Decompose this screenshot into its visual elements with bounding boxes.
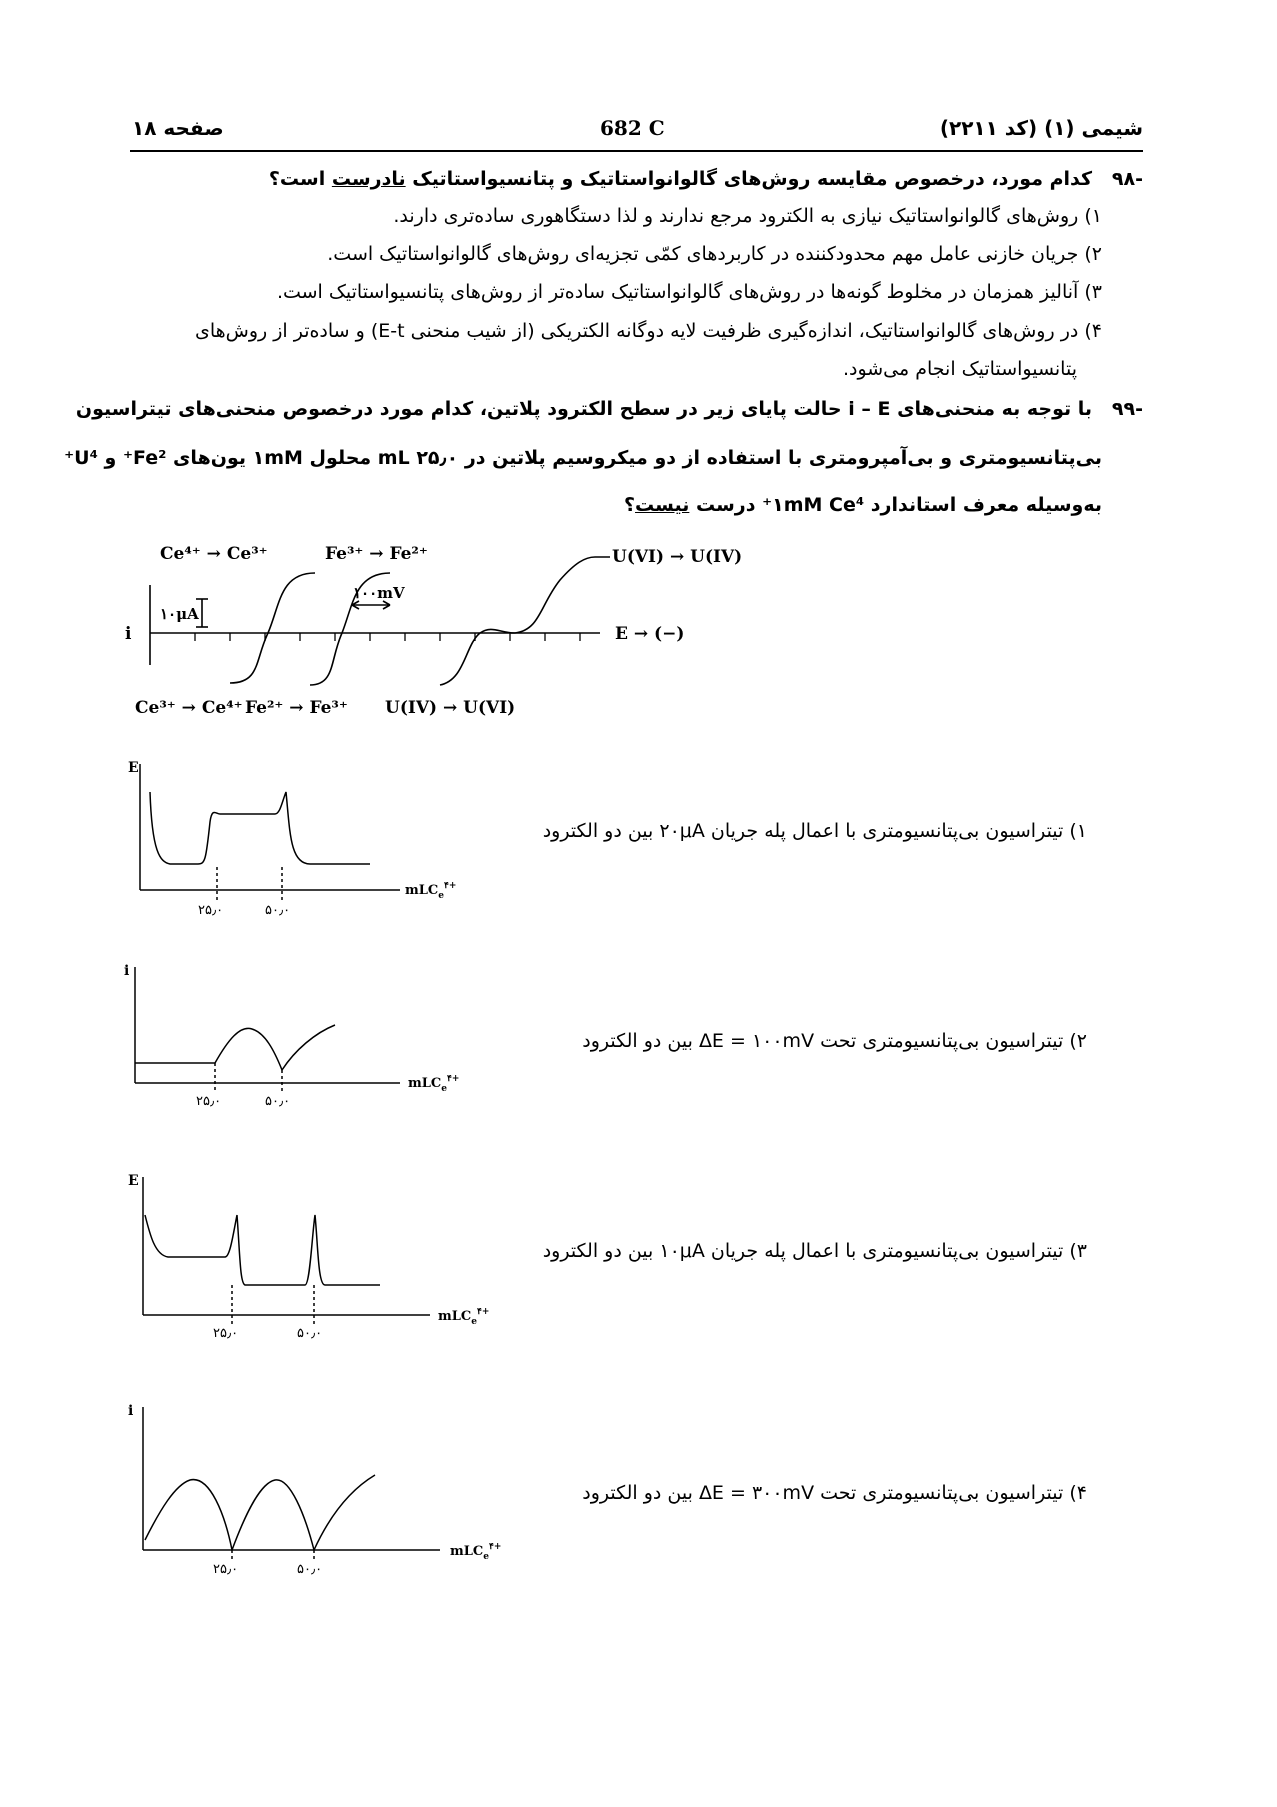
option-4-tick-1: ۲۵٫۰ [213, 1562, 239, 1577]
q99-stem-line3 [624, 494, 1102, 516]
q99-option-1[interactable]: ۱) تیتراسیون بی‌پتانسیومتری با اعمال پله جریان ۲۰μA بین دو الکترود [542, 820, 1087, 842]
page-number: صفحه ۱۸ [132, 116, 224, 140]
option-3-tick-1: ۲۵٫۰ [213, 1326, 239, 1340]
q98-option-1[interactable]: ۱) روش‌های گالوانواستاتیک نیازی به الکترود مرجع ندارند و لذا دستگاهوری ساده‌تری دارند. [393, 205, 1102, 227]
option-2-ylabel: i [124, 963, 130, 979]
option-3-ylabel: E [128, 1173, 139, 1189]
option-4-xlabel: mLC$_e^{۴+}$ [450, 1542, 502, 1562]
label-fe-reduction: Fe³⁺ → Fe²⁺ [325, 544, 428, 564]
option-1-tick-1: ۲۵٫۰ [198, 903, 224, 918]
booklet-code: 682 C [600, 116, 665, 140]
label-fe-oxidation: Fe²⁺ → Fe³⁺ [245, 698, 348, 718]
q99-stem-line2: بی‌پتانسیومتری و بی‌آمپرومتری با استفاده از دو میکروسیم پلاتین در ۲۵٫۰ mL محلول ۱mM یون‌های Fe²⁺ و U⁴⁺ [64, 447, 1102, 469]
option-3-xlabel: mLC$_e^{۴+}$ [438, 1307, 490, 1327]
option-2-graph [110, 955, 490, 1120]
option-3-tick-2: ۵۰٫۰ [297, 1326, 323, 1340]
option-1-xlabel: mLC$_e^{۴+}$ [405, 881, 457, 901]
x-axis-label: E → (−) [615, 624, 685, 644]
q99-line3-a: به‌وسیله معرف استاندارد ۱mM Ce⁴⁺ درست [689, 494, 1102, 516]
ie-curves-diagram [120, 535, 760, 735]
q99-line3-b: ؟ [623, 494, 636, 516]
label-ce-reduction: Ce⁴⁺ → Ce³⁺ [160, 544, 268, 564]
q98-stem-underlined: نادرست [331, 168, 406, 190]
q98-stem [269, 168, 1143, 190]
option-4-graph [110, 1395, 510, 1580]
label-ce-oxidation: Ce³⁺ → Ce⁴⁺ [135, 698, 243, 718]
potential-scale-label: ۱۰۰mV [353, 584, 405, 602]
subject-title: شیمی (۱) (کد ۲۲۱۱) [939, 116, 1143, 140]
option-4-ylabel: i [128, 1403, 134, 1419]
option-2-xlabel: mLC$_e^{۴+}$ [408, 1074, 460, 1094]
option-3-graph [110, 1165, 510, 1340]
q98-option-4-cont: پتانسیواستاتیک انجام می‌شود. [842, 358, 1077, 380]
q99-option-4[interactable]: ۴) تیتراسیون بی‌پتانسیومتری تحت ΔE = ۳۰۰mV بین دو الکترود [582, 1482, 1087, 1504]
q99-option-2[interactable]: ۲) تیتراسیون بی‌پتانسیومتری تحت ΔE = ۱۰۰mV بین دو الکترود [582, 1030, 1087, 1052]
option-2-tick-1: ۲۵٫۰ [196, 1094, 222, 1109]
q99-stem-line1 [76, 398, 1143, 420]
current-scale-label: ۱۰μA [160, 605, 199, 623]
option-1-ylabel: E [128, 760, 139, 776]
q99-number: -۹۹ [1111, 398, 1143, 420]
label-u-reduction: U(VI) → U(IV) [612, 547, 743, 567]
y-axis-label: i [125, 624, 132, 644]
q98-option-4[interactable]: ۴) در روش‌های گالوانواستاتیک، اندازه‌گیری ظرفیت لایه دوگانه الکتریکی (از شیب منحنی E-t) و ساده‌تر از روش‌های [194, 320, 1102, 342]
q98-number: -۹۸ [1111, 168, 1143, 190]
option-1-graph [110, 752, 490, 922]
header-rule [130, 150, 1143, 152]
q99-option-3[interactable]: ۳) تیتراسیون بی‌پتانسیومتری با اعمال پله جریان ۱۰μA بین دو الکترود [542, 1240, 1087, 1262]
q98-stem-a: کدام مورد، درخصوص مقایسه روش‌های گالوانواستاتیک و پتانسیواستاتیک [405, 168, 1093, 190]
option-4-tick-2: ۵۰٫۰ [297, 1562, 323, 1577]
q98-stem-b: است؟ [268, 168, 332, 190]
q99-line1-text: با توجه به منحنی‌های i – E حالت پایای زیر در سطح الکترود پلاتین، کدام مورد درخصوص منحنی‌های تیتراسیون [75, 398, 1093, 420]
q99-line3-underlined: نیست [635, 494, 690, 516]
q98-option-2[interactable]: ۲) جریان خازنی عامل مهم محدودکننده در کاربردهای کمّی تجزیه‌ای روش‌های گالوانواستاتیک است. [327, 243, 1102, 265]
option-2-tick-2: ۵۰٫۰ [265, 1094, 291, 1109]
label-u-oxidation: U(IV) → U(VI) [385, 698, 516, 718]
option-1-tick-2: ۵۰٫۰ [265, 903, 291, 918]
q98-option-3[interactable]: ۳) آنالیز همزمان در مخلوط گونه‌ها در روش‌های گالوانواستاتیک ساده‌تر از روش‌های پتانسیواستاتیک است. [276, 281, 1102, 303]
